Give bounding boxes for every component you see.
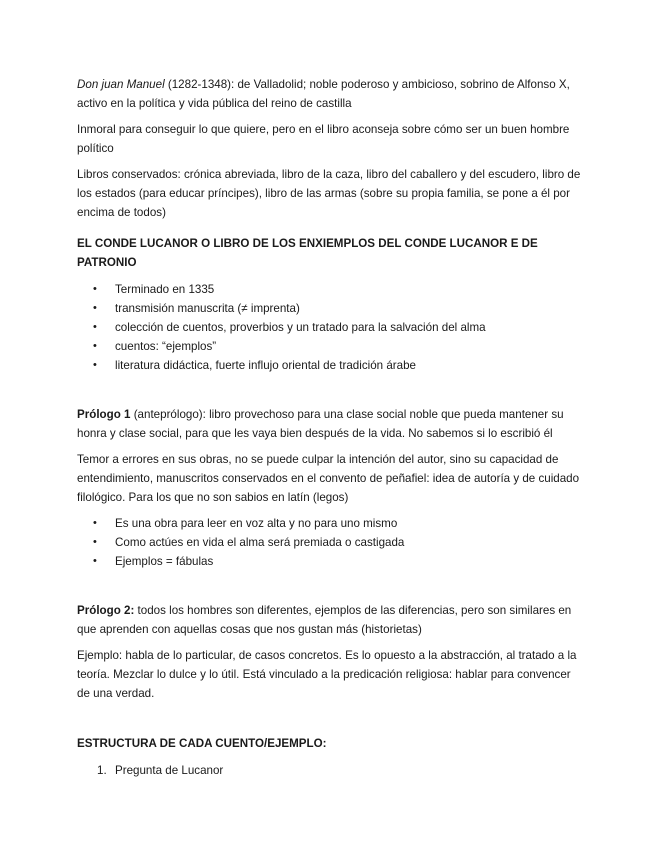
list-item: • Ejemplos = fábulas — [77, 552, 582, 571]
author-description: (1282-1348): de Valladolid; noble poderoso y ambicioso, sobrino de Alfonso X, activo en la política y vida pública del reino de castilla — [77, 78, 570, 110]
prologo-1-text: (anteprólogo): libro provechoso para una clase social noble que pueda mantener su honra y clase social, para que les vaya bien después de la vida. No sabemos si lo escribió él — [77, 408, 564, 440]
estructura-steps — [77, 761, 582, 780]
list-item: • Es una obra para leer en voz alta y no para uno mismo — [77, 514, 582, 533]
prologo-2-text: todos los hombres son diferentes, ejemplos de las diferencias, pero son similares en que aprenden con aquellas cosas que nos gustan más (historietas) — [77, 604, 572, 636]
conde-lucanor-bullets — [77, 280, 582, 375]
prologo-1-paragraph-2: Temor a errores en sus obras, no se puede culpar la intención del autor, sino su capacidad de entendimiento, manuscritos conservados en el convento de peñafiel: idea de autoría y de cuidado filológico. Para los que no son sabios en latín (legos) — [77, 453, 580, 504]
intro-paragraph-3: Libros conservados: crónica abreviada, libro de la caza, libro del caballero y del escudero, libro de los estados (para educar príncipes), libro de las armas (sobre su propia familia, se pone a él por encima de todos) — [77, 168, 581, 219]
author-name: Don juan Manuel — [77, 78, 165, 91]
document-page — [77, 75, 582, 780]
section-gap — [77, 381, 582, 405]
prologo-2-paragraph-2: Ejemplo: habla de lo particular, de casos concretos. Es lo opuesto a la abstracción, al tratado a la teoría. Mezclar lo dulce y lo útil. Está vinculado a la predicación religiosa: hablar para convencer de una verdad. — [77, 649, 577, 700]
intro-paragraph — [77, 75, 582, 113]
estructura-heading: ESTRUCTURA DE CADA CUENTO/EJEMPLO: — [77, 737, 327, 750]
list-item: • Como actúes en vida el alma será premiada o castigada — [77, 533, 582, 552]
prologo-2-label: Prólogo 2: — [77, 604, 135, 617]
prologo-2-paragraph — [77, 601, 582, 639]
bullet-icon: • — [93, 359, 97, 371]
bullet-icon: • — [93, 340, 97, 352]
list-item — [77, 761, 582, 780]
prologo-1-paragraph — [77, 405, 582, 443]
list-item: • colección de cuentos, proverbios y un tratado para la salvación del alma — [77, 318, 582, 337]
intro-paragraph-2: Inmoral para conseguir lo que quiere, pero en el libro aconseja sobre cómo ser un buen hombre político — [77, 123, 570, 155]
bullet-icon: • — [93, 555, 97, 567]
conde-lucanor-heading: EL CONDE LUCANOR O LIBRO DE LOS ENXIEMPLOS DEL CONDE LUCANOR E DE PATRONIO — [77, 237, 538, 269]
step-text: Pregunta de Lucanor — [115, 764, 224, 777]
bullet-icon: • — [93, 283, 97, 295]
section-gap — [77, 577, 582, 601]
bullet-icon: • — [93, 302, 97, 314]
bullet-icon: • — [93, 536, 97, 548]
prologo-1-label: Prólogo 1 — [77, 408, 131, 421]
bullet-icon: • — [93, 517, 97, 529]
list-item: • transmisión manuscrita (≠ imprenta) — [77, 299, 582, 318]
section-gap — [77, 710, 582, 734]
list-item: • Terminado en 1335 — [77, 280, 582, 299]
list-item: • literatura didáctica, fuerte influjo oriental de tradición árabe — [77, 356, 582, 375]
bullet-icon: • — [93, 321, 97, 333]
prologo-1-bullets — [77, 514, 582, 571]
step-number: 1. — [97, 764, 107, 777]
list-item: • cuentos: “ejemplos” — [77, 337, 582, 356]
